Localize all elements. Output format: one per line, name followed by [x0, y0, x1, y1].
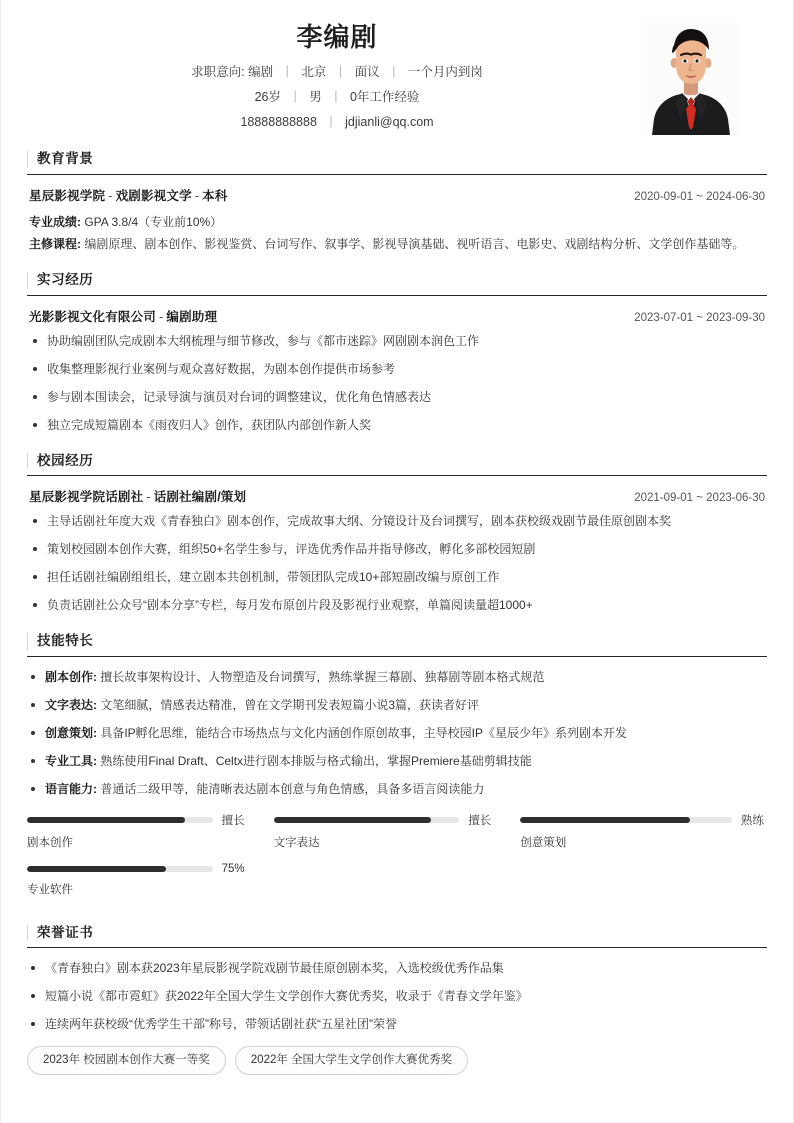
title-separator: -	[146, 490, 151, 505]
skill-bar-item	[27, 863, 274, 897]
progress-fill	[520, 817, 689, 823]
list-item	[27, 696, 767, 714]
skill-label: 专业工具:	[45, 753, 97, 768]
section-header	[27, 271, 767, 296]
job-intent-label: 求职意向:	[191, 65, 245, 80]
campus-bullet-list	[29, 512, 765, 614]
title-separator: -	[108, 188, 113, 203]
education-courses-label: 主修课程:	[29, 236, 81, 251]
skill-bar-label: 创意策划	[520, 836, 567, 849]
list-item	[27, 780, 767, 798]
list-item: 主导话剧社年度大戏《青春独白》剧本创作，完成故事大纲、分镜设计及台词撰写，剧本获校级戏剧节最佳原创剧本奖	[29, 512, 765, 530]
section-education	[1, 150, 793, 255]
skill-label: 语言能力:	[45, 781, 97, 796]
title-separator: -	[159, 309, 164, 324]
list-item: 短篇小说《都市霓虹》获2022年全国大学生文学创作大赛优秀奖，收录于《青春文学年鉴》	[27, 987, 767, 1005]
progress-track	[27, 817, 213, 823]
skill-text: 熟练使用Final Draft、Celtx进行剧本排版与格式输出，掌握Premiere基础剪辑技能	[100, 753, 532, 768]
section-header	[27, 452, 767, 477]
section-title: 实习经历	[37, 272, 94, 288]
entry-header	[29, 186, 765, 204]
divider-icon: |	[338, 64, 343, 79]
campus-org: 星辰影视学院话剧社	[29, 490, 144, 505]
education-major: 戏剧影视文学	[115, 188, 192, 203]
list-item: 担任话剧社编剧组组长，建立剧本共创机制，带领团队完成10+部短剧改编与原创工作	[29, 568, 765, 586]
skill-bar-row	[274, 812, 495, 828]
internship-company: 光影影视文化有限公司	[29, 309, 157, 324]
personal-age: 26岁	[254, 90, 281, 105]
internship-date: 2023-07-01 ~ 2023-09-30	[634, 311, 765, 324]
section-campus	[1, 452, 793, 615]
education-courses-line	[29, 233, 765, 255]
education-gpa-label: 专业成绩:	[29, 214, 81, 229]
education-gpa-value: GPA 3.8/4（专业前10%）	[84, 214, 223, 229]
skill-bar-item	[274, 812, 521, 850]
section-title: 教育背景	[37, 151, 94, 167]
education-gpa-line	[29, 211, 765, 233]
education-degree: 本科	[202, 188, 228, 203]
divider-icon: |	[329, 114, 333, 129]
list-item: 《青春独白》剧本获2023年星辰影视学院戏剧节最佳原创剧本奖，入选校级优秀作品集	[27, 959, 767, 977]
skill-bar-group	[27, 812, 767, 910]
skill-bar-row	[27, 812, 248, 828]
skill-bar-row	[520, 812, 767, 828]
resume-header	[27, 0, 767, 144]
list-item: 收集整理影视行业案例与观众喜好数据，为剧本创作提供市场参考	[29, 360, 765, 378]
personal-experience: 0年工作经验	[349, 90, 420, 105]
progress-fill	[27, 817, 185, 823]
list-item	[27, 668, 767, 686]
status-badge[interactable]: 2023年 校园剧本创作大赛一等奖	[27, 1046, 226, 1075]
internship-role: 编剧助理	[166, 309, 218, 324]
divider-icon: |	[285, 64, 289, 79]
divider-icon: |	[392, 64, 396, 79]
list-item: 参与剧本围读会，记录导演与演员对台词的调整建议，优化角色情感表达	[29, 388, 765, 406]
job-intent-position: 编剧	[248, 65, 274, 80]
skill-bar-item	[27, 812, 274, 850]
section-honors	[1, 924, 793, 1075]
personal-gender: 男	[309, 90, 322, 105]
list-item: 策划校园剧本创作大赛，组织50+名学生参与，评选优秀作品并指导修改，孵化多部校园短剧	[29, 540, 765, 558]
section-title: 技能特长	[37, 633, 94, 649]
skill-text: 具备IP孵化思维，能结合市场热点与文化内涵创作原创故事，主导校园IP《星辰少年》系列剧本开发	[100, 725, 628, 740]
list-item	[27, 752, 767, 770]
job-intent-line	[27, 65, 647, 80]
campus-entry	[27, 487, 767, 614]
education-school: 星辰影视学院	[29, 188, 106, 203]
skill-bar-value: 擅长	[468, 814, 492, 827]
skill-bar-value: 擅长	[221, 814, 245, 827]
contact-phone[interactable]: 18888888888	[240, 115, 317, 130]
title-separator: -	[194, 188, 200, 203]
entry-header	[29, 487, 765, 505]
divider-icon: |	[293, 89, 297, 104]
list-item: 连续两年获校级“优秀学生干部”称号，带领话剧社获“五星社团”荣誉	[27, 1015, 767, 1033]
progress-track	[27, 866, 213, 872]
campus-role: 话剧社编剧/策划	[153, 490, 247, 505]
skill-bar-label: 文字表达	[273, 836, 320, 849]
skill-label: 文字表达:	[45, 697, 97, 712]
list-item	[27, 724, 767, 742]
section-title: 校园经历	[37, 452, 94, 468]
education-courses-value: 编剧原理、剧本创作、影视鉴赏、台词写作、叙事学、影视导演基础、视听语言、电影史、戏剧结构分析、文学创作基础等。	[84, 236, 745, 251]
honor-tag-group	[27, 1046, 767, 1075]
section-header	[27, 632, 767, 657]
honors-bullet-list	[27, 959, 767, 1033]
entry-title	[29, 186, 228, 204]
section-title: 荣誉证书	[37, 924, 94, 940]
entry-title	[29, 487, 246, 505]
skill-label: 创意策划:	[45, 725, 97, 740]
section-header	[27, 924, 767, 949]
job-intent-city: 北京	[301, 65, 327, 80]
section-skills	[1, 632, 793, 910]
contact-email[interactable]: jdjianli@qq.com	[345, 115, 434, 130]
skill-bar-row	[27, 863, 248, 875]
list-item: 负责话剧社公众号“剧本分享”专栏，每月发布原创片段及影视行业观察，单篇阅读量超1000+	[29, 596, 765, 614]
skill-bar-label: 专业软件	[27, 883, 73, 896]
skill-text: 擅长故事架构设计、人物塑造及台词撰写，熟练掌握三幕剧、独幕剧等剧本格式规范	[100, 669, 545, 684]
list-item: 协助编剧团队完成剧本大纲梳理与细节修改，参与《都市迷踪》网剧剧本润色工作	[29, 332, 765, 350]
section-header	[27, 150, 767, 175]
skill-text: 普通话二级甲等，能清晰表达剧本创意与角色情感，具备多语言阅读能力	[100, 781, 485, 796]
skill-text: 文笔细腻，情感表达精准，曾在文学期刊发表短篇小说3篇，获读者好评	[100, 697, 480, 712]
divider-icon: |	[334, 89, 338, 104]
header-container	[1, 0, 793, 144]
entry-header	[29, 307, 765, 325]
job-intent-salary: 面议	[354, 65, 380, 80]
list-item: 独立完成短篇剧本《雨夜归人》创作，获团队内部创作新人奖	[29, 416, 765, 434]
section-internship	[1, 271, 793, 434]
page-title: 李编剧	[296, 22, 378, 52]
internship-bullet-list	[29, 332, 765, 434]
skill-bar-label: 剧本创作	[27, 836, 73, 849]
contact-line	[27, 115, 647, 130]
education-entry	[27, 186, 767, 255]
education-date: 2020-09-01 ~ 2024-06-30	[634, 190, 765, 203]
progress-track	[520, 817, 732, 823]
progress-fill	[274, 817, 432, 823]
internship-entry	[27, 307, 767, 434]
entry-title	[29, 307, 217, 325]
avatar	[641, 23, 741, 135]
skill-bar-item	[520, 812, 767, 850]
progress-track	[274, 817, 460, 823]
skill-bar-value: 75%	[221, 862, 245, 875]
progress-fill	[27, 866, 166, 872]
job-intent-availability: 一个月内到岗	[407, 65, 483, 80]
campus-date: 2021-09-01 ~ 2023-06-30	[634, 492, 765, 505]
skill-bar-value: 熟练	[740, 814, 764, 827]
skill-label: 剧本创作:	[45, 669, 97, 684]
skills-bullet-list	[27, 668, 767, 798]
personal-info-line	[27, 90, 647, 105]
status-badge[interactable]: 2022年 全国大学生文学创作大赛优秀奖	[235, 1046, 468, 1075]
